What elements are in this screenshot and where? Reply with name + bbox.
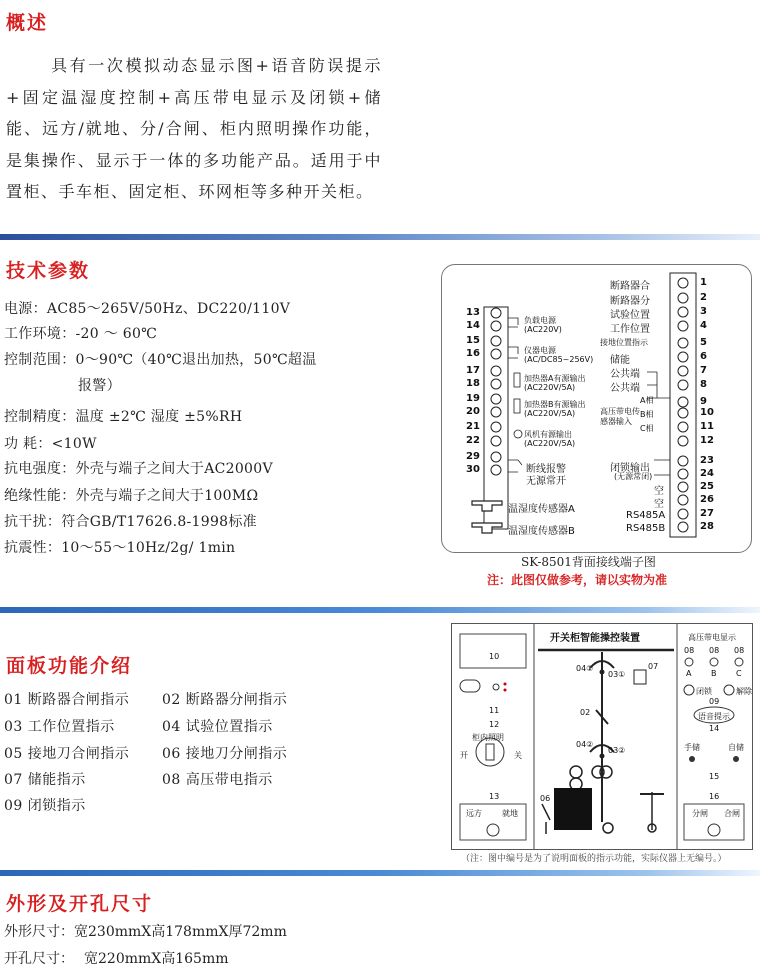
function-item: 08 高压带电指示: [162, 772, 273, 788]
left-terminal-number: 14: [466, 320, 480, 331]
right-terminal-label: 公共端: [610, 369, 640, 380]
label-03-2: 03②: [608, 746, 626, 755]
terminal-screw: [678, 293, 688, 303]
terminal-screw: [491, 336, 501, 346]
terminal-screw: [678, 495, 688, 505]
load-power-label: 负载电源: [524, 316, 556, 325]
label-06: 06: [540, 794, 551, 803]
right-terminal-label: 断路器分: [610, 296, 650, 307]
spec-value: 温度 ±2℃ 湿度 ±5%RH: [75, 409, 243, 425]
heater-b-label: 加热器B有源输出: [524, 400, 586, 409]
code-11: 11: [489, 706, 500, 715]
left-terminal-number: 30: [466, 464, 480, 475]
terminal-screw: [491, 379, 501, 389]
right-terminal-number: 24: [700, 468, 714, 479]
terminal-screw: [491, 465, 501, 475]
right-terminal-number: 11: [700, 421, 714, 432]
terminal-screw: [678, 278, 688, 288]
spec-label: 抗干扰：: [4, 514, 62, 530]
terminal-screw: [491, 308, 501, 318]
code-14: 14: [709, 724, 720, 733]
code-13: 13: [489, 792, 500, 801]
load-power-sub: (AC220V): [524, 325, 562, 334]
fan-label: 风机有源输出: [524, 430, 572, 439]
specs-title: 技术参数: [6, 260, 91, 282]
left-terminal-number: 19: [466, 393, 480, 404]
terminal-screw: [491, 349, 501, 359]
spec-row: [78, 375, 121, 395]
right-terminal-number: 4: [700, 320, 707, 331]
spec-value: 外壳与端子之间大于AC2000V: [75, 461, 273, 477]
hv-phase-label-c: C: [736, 669, 742, 678]
hv-phase-label-b: B: [711, 669, 717, 678]
right-terminal-label: 公共端: [610, 383, 640, 394]
spec-value: 符合GB/T17626.8-1998标准: [61, 514, 257, 530]
right-terminal-label: 储能: [610, 355, 630, 366]
heater-a-sub: (AC220V/5A): [524, 383, 576, 392]
code-10: 10: [489, 652, 500, 661]
terminal-screw: [678, 436, 688, 446]
spec-row: [4, 458, 273, 478]
right-terminal-label: 试验位置: [610, 310, 650, 321]
wiring-note: 注：此图仅做参考，请以实物为准: [487, 573, 668, 587]
break-alarm-label: 断线报警: [526, 464, 566, 475]
hv-phase-label-a: A: [686, 669, 692, 678]
right-terminal-number: 5: [700, 337, 707, 348]
cutout-dimension: 开孔尺寸： 宽220mmX高165mm: [4, 951, 229, 967]
local-label: 就地: [502, 809, 518, 818]
function-item: 07 储能指示: [4, 772, 86, 788]
right-terminal-label: 工作位置: [610, 324, 650, 335]
auto-label: 自储: [728, 743, 744, 752]
hv-phase-c: C相: [640, 424, 654, 433]
spec-value: 报警）: [78, 378, 121, 394]
sensor-a-label: 温湿度传感器A: [508, 504, 575, 515]
right-terminal-number: 25: [700, 481, 714, 492]
terminal-screw: [678, 482, 688, 492]
dimensions-title: 外形及开孔尺寸: [6, 893, 154, 915]
spec-label: 功 耗：: [4, 436, 52, 452]
panel-title: 面板功能介绍: [6, 655, 133, 677]
function-item: 01 断路器合闸指示: [4, 692, 130, 708]
spec-value: AC85～265V/50Hz、DC220/110V: [46, 301, 291, 317]
rs485b-label: RS485B: [626, 523, 666, 534]
lock-output-label: 闭锁输出: [610, 463, 650, 474]
fan-sub: (AC220V/5A): [524, 439, 576, 448]
spec-row: [4, 511, 257, 531]
divider-1: [0, 234, 760, 240]
left-terminal-number: 20: [466, 406, 480, 417]
spec-label: 抗电强度：: [4, 461, 76, 477]
left-terminal-number: 21: [466, 421, 480, 432]
break-alarm-sub: 无源常开: [526, 476, 566, 487]
terminal-screw: [678, 338, 688, 348]
right-terminal-number: 8: [700, 379, 707, 390]
left-terminal-number: 18: [466, 378, 480, 389]
light-off-label: 关: [514, 751, 522, 760]
left-terminal-number: 17: [466, 365, 480, 376]
outer-dimension: 外形尺寸：宽230mmX高178mmX厚72mm: [4, 924, 287, 940]
terminal-screw: [678, 397, 688, 407]
light-on-label: 开: [460, 751, 468, 760]
rs485a-label: RS485A: [626, 510, 666, 521]
terminal-screw: [678, 422, 688, 432]
right-terminal-number: 27: [700, 508, 714, 519]
label-02: 02: [580, 708, 591, 717]
spec-row: [4, 349, 317, 369]
left-terminal-number: 29: [466, 451, 480, 462]
spec-value: 外壳与端子之间大于100MΩ: [75, 488, 259, 504]
terminal-screw: [491, 407, 501, 417]
function-item: 03 工作位置指示: [4, 719, 115, 735]
spec-label: 控制范围：: [4, 352, 76, 368]
wiring-caption: SK-8501背面接线端子图: [521, 555, 656, 569]
light-label: 柜内照明: [472, 733, 504, 742]
spec-row: [4, 323, 157, 343]
divider-3: [0, 870, 760, 876]
function-item: 04 试验位置指示: [162, 719, 273, 735]
terminal-screw: [678, 408, 688, 418]
spec-value: 0～90℃（40℃退出加热，50℃超温: [75, 352, 317, 368]
hv-code-b: 08: [709, 646, 720, 655]
right-terminal-number: 1: [700, 277, 707, 288]
spec-row: [4, 537, 235, 557]
lock-output-sub: (无源常闭): [614, 472, 653, 481]
overview-text: 具有一次模拟动态显示图+语音防误提示+固定温湿度控制+高压带电显示及闭锁+储能、远方/就地、分/合闸、柜内照明操作功能，是集操作、显示于一体的多功能产品。适用于中置柜、手车柜、固定柜、环网柜等多种开关柜。: [6, 56, 382, 201]
voice-label: 语音提示: [698, 712, 730, 721]
empty-2-label: 空: [654, 499, 664, 510]
spec-label: 工作环境：: [4, 326, 76, 342]
function-item: 05 接地刀合闸指示: [4, 746, 130, 762]
heater-a-label: 加热器A有源输出: [524, 374, 586, 383]
right-terminal-number: 23: [700, 455, 714, 466]
panel-header: 开关柜智能操控装置: [550, 633, 640, 644]
right-terminal-number: 2: [700, 292, 707, 303]
spec-row: [4, 485, 258, 505]
terminal-screw: [678, 380, 688, 390]
overview-title: 概述: [6, 12, 49, 34]
terminal-screw: [491, 321, 501, 331]
right-terminal-number: 6: [700, 351, 707, 362]
terminal-screw: [678, 469, 688, 479]
remote-label: 远方: [466, 809, 482, 818]
code-09: 09: [709, 697, 720, 706]
hv-title: 高压带电显示: [688, 633, 736, 642]
close-label: 合闸: [724, 809, 740, 818]
right-terminal-number: 7: [700, 365, 707, 376]
label-04-2: 04②: [576, 740, 594, 749]
function-item: 02 断路器分闸指示: [162, 692, 288, 708]
sensor-b-label: 温湿度传感器B: [508, 526, 575, 537]
wiring-diagram: [441, 264, 752, 553]
terminal-screw: [491, 366, 501, 376]
left-terminal-number: 16: [466, 348, 480, 359]
hv-input-label: 高压带电传感器输入: [600, 407, 640, 426]
spec-value: -20 ～ 60℃: [75, 326, 158, 342]
terminal-screw: [678, 366, 688, 376]
left-terminal-number: 13: [466, 307, 480, 318]
instrument-power-label: 仪器电源: [524, 346, 556, 355]
spec-label: 电源：: [4, 301, 47, 317]
left-terminal-number: 22: [466, 435, 480, 446]
right-terminal-label: 接地位置指示: [600, 338, 648, 347]
terminal-screw: [678, 352, 688, 362]
right-terminal-label: 断路器合: [610, 281, 650, 292]
right-terminal-number: 28: [700, 521, 714, 532]
function-item: 06 接地刀分闸指示: [162, 746, 288, 762]
label-03-1: 03①: [608, 670, 626, 679]
terminal-screw: [491, 422, 501, 432]
function-item: 09 闭锁指示: [4, 798, 86, 814]
terminal-screw: [678, 509, 688, 519]
spec-row: [4, 433, 97, 453]
right-terminal-number: 3: [700, 306, 707, 317]
spec-label: 绝缘性能：: [4, 488, 76, 504]
hv-code-c: 08: [734, 646, 745, 655]
terminal-screw: [678, 321, 688, 331]
manual-label: 手储: [684, 743, 700, 752]
empty-1-label: 空: [654, 486, 664, 497]
heater-b-sub: (AC220V/5A): [524, 409, 576, 418]
panel-drawing: [451, 623, 753, 850]
left-terminal-number: 15: [466, 335, 480, 346]
code-16: 16: [709, 792, 720, 801]
instrument-power-sub: (AC/DC85~256V): [524, 355, 594, 364]
spec-value: <10W: [51, 436, 97, 452]
spec-label: 控制精度：: [4, 409, 76, 425]
terminal-screw: [678, 522, 688, 532]
right-terminal-number: 12: [700, 435, 714, 446]
spec-row: [4, 298, 290, 318]
terminal-screw: [678, 456, 688, 466]
code-07: 07: [648, 662, 659, 671]
hv-code-a: 08: [684, 646, 695, 655]
right-terminal-number: 10: [700, 407, 714, 418]
terminal-screw: [491, 394, 501, 404]
lock-label: 闭锁: [696, 687, 712, 696]
unlock-label: 解除: [736, 687, 752, 696]
hv-phase-a: A相: [640, 396, 654, 405]
spec-label: 抗震性：: [4, 540, 62, 556]
terminal-screw: [678, 307, 688, 317]
panel-note: （注：图中编号是为了说明面板的指示功能，实际仪器上无编号。）: [461, 854, 727, 864]
spec-value: 10～55～10Hz/2g/ 1min: [61, 540, 236, 556]
code-15: 15: [709, 772, 720, 781]
label-04-1: 04①: [576, 664, 594, 673]
terminal-screw: [491, 452, 501, 462]
hv-phase-b: B相: [640, 410, 654, 419]
terminal-screw: [491, 436, 501, 446]
open-label: 分闸: [692, 809, 708, 818]
spec-row: [4, 406, 242, 426]
right-terminal-number: 26: [700, 494, 714, 505]
code-12: 12: [489, 720, 500, 729]
right-terminal-number: 9: [700, 396, 707, 407]
divider-2: [0, 607, 760, 613]
